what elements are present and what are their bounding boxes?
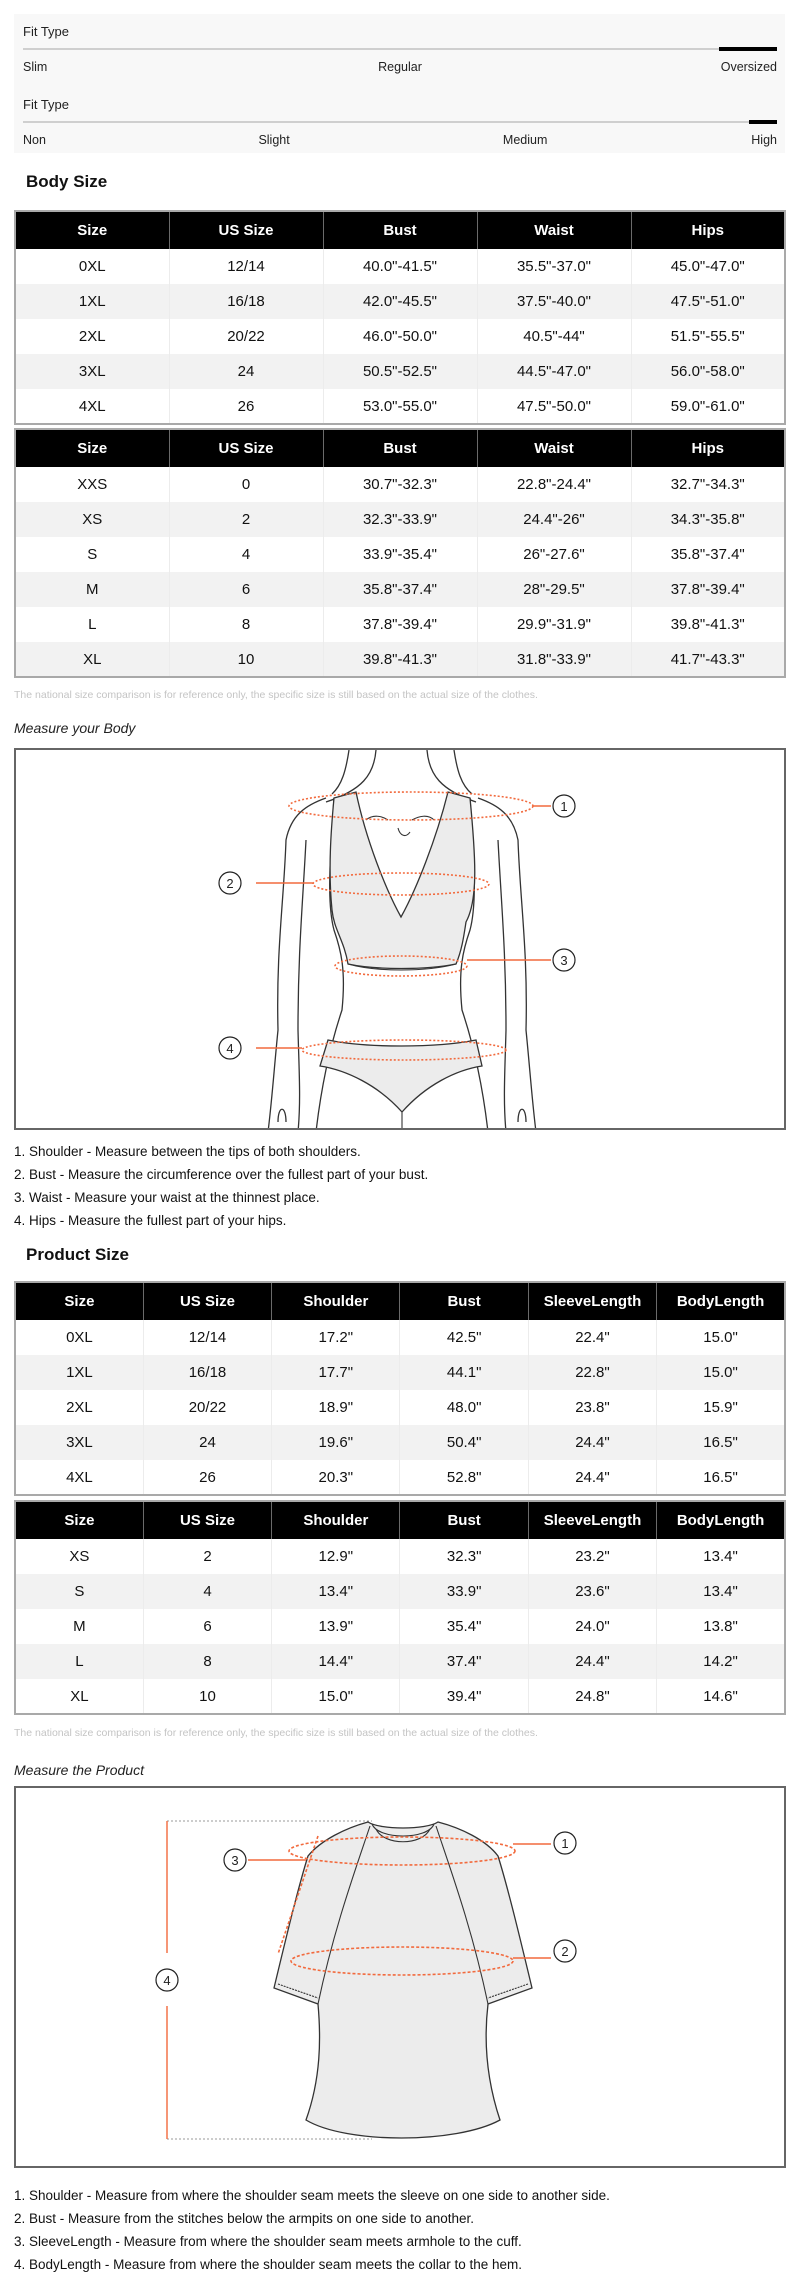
column-header: Size — [15, 1501, 143, 1539]
table-cell: 26 — [143, 1460, 271, 1495]
product-instruction-bust: 2. Bust - Measure from the stitches below the armpits on one side to another. — [14, 2211, 474, 2226]
body-instruction-waist: 3. Waist - Measure your waist at the thinnest place. — [14, 1190, 320, 1205]
table-cell: 32.3"-33.9" — [323, 502, 477, 537]
marker-2-label: 2 — [561, 1944, 569, 1959]
table-cell: 42.0"-45.5" — [323, 284, 477, 319]
table-row — [15, 537, 785, 572]
fit-option-regular: Regular — [378, 60, 422, 74]
product-size-table-plus — [14, 1281, 786, 1496]
table-cell: 35.8"-37.4" — [670, 546, 745, 563]
table-cell: 47.5"-50.0" — [477, 389, 631, 424]
table-cell: 22.8" — [528, 1355, 656, 1390]
table-cell: 16.5" — [703, 1468, 738, 1486]
table-row — [15, 572, 785, 607]
body-size-title: Body Size — [26, 172, 108, 191]
body-size-table-regular — [14, 428, 786, 678]
table-cell: 6 — [143, 1609, 271, 1644]
body-instruction-bust: 2. Bust - Measure the circumference over the fullest part of your bust. — [14, 1167, 429, 1182]
table-cell: 56.0"-58.0" — [631, 354, 785, 389]
table-cell: 3XL — [15, 1425, 143, 1460]
column-header: US Size — [169, 429, 323, 467]
table-row — [15, 1390, 785, 1425]
table-cell: XXS — [15, 467, 169, 502]
marker-1-label: 1 — [560, 799, 568, 814]
table-cell: 48.0" — [400, 1390, 528, 1425]
table-cell: 14.6" — [703, 1687, 738, 1705]
table-row — [15, 607, 785, 642]
table-cell: 24.4" — [528, 1644, 656, 1679]
table-cell: 17.7" — [272, 1355, 400, 1390]
table-cell: 20/22 — [169, 319, 323, 354]
table-cell: 3XL — [15, 354, 169, 389]
table-cell: M — [15, 572, 169, 607]
product-size-title: Product Size — [26, 1245, 129, 1264]
table-cell: 22.4" — [528, 1320, 656, 1355]
table-row — [15, 1539, 785, 1574]
table-row — [15, 1460, 785, 1495]
column-header: Size — [15, 429, 169, 467]
table-row — [15, 354, 785, 389]
table-cell: 42.5" — [400, 1320, 528, 1355]
column-header: Waist — [477, 211, 631, 249]
table-cell: L — [15, 607, 169, 642]
table-cell: 10 — [143, 1679, 271, 1714]
fit-type-scale-1 — [23, 18, 777, 88]
table-cell: 33.9"-35.4" — [323, 537, 477, 572]
table-header-row — [15, 1282, 785, 1320]
size-reference-note: The national size comparison is for reference only, the specific size is still based on the actual size of the clothes. — [14, 689, 538, 701]
table-cell: 24.8" — [528, 1679, 656, 1714]
table-cell: 2 — [143, 1539, 271, 1574]
body-measurement-diagram — [14, 748, 786, 1130]
table-row — [15, 1355, 785, 1390]
column-header: Shoulder — [272, 1282, 400, 1320]
table-cell: 4 — [143, 1574, 271, 1609]
table-cell: 24.4"-26" — [477, 502, 631, 537]
table-cell: 4 — [169, 537, 323, 572]
fit-option-high: High — [751, 133, 777, 147]
fit-option-slim: Slim — [23, 60, 48, 74]
table-cell: 28"-29.5" — [477, 572, 631, 607]
column-header: Bust — [400, 1501, 528, 1539]
product-instruction-body-length: 4. BodyLength - Measure from where the shoulder seam meets the collar to the hem. — [14, 2257, 523, 2272]
table-cell: 40.0"-41.5" — [323, 249, 477, 284]
table-cell: 12/14 — [143, 1320, 271, 1355]
table-cell: 2XL — [15, 1390, 143, 1425]
table-cell: 24 — [143, 1425, 271, 1460]
table-cell: 14.4" — [272, 1644, 400, 1679]
table-cell: 24.4" — [528, 1460, 656, 1495]
column-header: US Size — [169, 211, 323, 249]
fit-panel — [14, 14, 785, 153]
table-cell: 51.5"-55.5" — [670, 328, 745, 345]
fit-option-medium: Medium — [502, 133, 548, 147]
measure-body-heading: Measure your Body — [14, 720, 136, 736]
table-cell: 23.2" — [528, 1539, 656, 1574]
table-cell: 1XL — [15, 284, 169, 319]
table-cell: 8 — [169, 607, 323, 642]
table-cell: 34.3"-35.8" — [631, 502, 785, 537]
column-header: Hips — [631, 211, 785, 249]
fit-scale-labels — [23, 133, 777, 151]
column-header: Bust — [323, 211, 477, 249]
table-cell: 39.8"-41.3" — [323, 642, 477, 677]
table-cell: XL — [15, 1679, 143, 1714]
product-instruction-sleeve-length: 3. SleeveLength - Measure from where the shoulder seam meets armhole to the cuff. — [14, 2234, 522, 2249]
fit-type-label: Fit Type — [23, 97, 70, 112]
table-cell: 23.8" — [528, 1390, 656, 1425]
table-cell: 37.8"-39.4" — [323, 607, 477, 642]
table-cell: XS — [15, 502, 169, 537]
table-row — [15, 284, 785, 319]
table-cell: 32.7"-34.3" — [670, 476, 745, 493]
column-header: Hips — [631, 429, 785, 467]
table-cell: 4XL — [15, 389, 169, 424]
table-cell: 45.0"-47.0" — [670, 258, 745, 275]
table-cell: 26"-27.6" — [477, 537, 631, 572]
table-cell: 14.2" — [657, 1644, 785, 1679]
table-cell: 31.8"-33.9" — [477, 642, 631, 677]
table-cell: 0 — [169, 467, 323, 502]
table-cell: 12/14 — [169, 249, 323, 284]
table-row — [15, 502, 785, 537]
column-header: Shoulder — [272, 1501, 400, 1539]
column-header: Size — [15, 211, 169, 249]
table-cell: 12.9" — [272, 1539, 400, 1574]
table-row — [15, 1320, 785, 1355]
table-cell: 8 — [143, 1644, 271, 1679]
table-header-row — [15, 211, 785, 249]
table-cell: 44.1" — [400, 1355, 528, 1390]
table-cell: 0XL — [15, 1320, 143, 1355]
body-instruction-shoulder: 1. Shoulder - Measure between the tips of both shoulders. — [14, 1144, 361, 1159]
table-cell: 23.6" — [528, 1574, 656, 1609]
product-size-table-regular — [14, 1500, 786, 1715]
fit-type-label: Fit Type — [23, 24, 70, 39]
fit-scale-labels — [23, 60, 777, 78]
column-header: Size — [15, 1282, 143, 1320]
table-cell: 50.5"-52.5" — [323, 354, 477, 389]
table-cell: 39.8"-41.3" — [670, 616, 745, 633]
marker-4-label: 4 — [226, 1041, 234, 1056]
table-cell: 15.0" — [703, 1329, 738, 1346]
measure-product-heading: Measure the Product — [14, 1762, 144, 1778]
column-header: BodyLength — [657, 1501, 785, 1539]
table-cell: 13.9" — [272, 1609, 400, 1644]
table-cell: 39.4" — [400, 1679, 528, 1714]
table-cell: M — [15, 1609, 143, 1644]
table-cell: XL — [15, 642, 169, 677]
table-cell: XS — [15, 1539, 143, 1574]
table-cell: 41.7"-43.3" — [631, 642, 785, 677]
table-row — [15, 1679, 785, 1714]
table-cell: 13.4" — [703, 1548, 738, 1565]
table-cell: L — [15, 1644, 143, 1679]
table-row — [15, 1609, 785, 1644]
table-cell: 30.7"-32.3" — [323, 467, 477, 502]
size-reference-note: The national size comparison is for reference only, the specific size is still based on the actual size of the clothes. — [14, 1727, 538, 1739]
column-header: BodyLength — [657, 1282, 785, 1320]
table-cell: 13.4" — [657, 1574, 785, 1609]
table-row — [15, 642, 785, 677]
table-cell: 29.9"-31.9" — [477, 607, 631, 642]
marker-4-label: 4 — [163, 1973, 171, 1988]
table-header-row — [15, 1501, 785, 1539]
fit-scale-track — [23, 48, 777, 50]
table-cell: 26 — [169, 389, 323, 424]
table-cell: 24.4" — [528, 1425, 656, 1460]
table-row — [15, 467, 785, 502]
table-cell: 1XL — [15, 1355, 143, 1390]
table-cell: 13.4" — [272, 1574, 400, 1609]
table-cell: 35.8"-37.4" — [323, 572, 477, 607]
table-header-row — [15, 429, 785, 467]
table-cell: 24.0" — [528, 1609, 656, 1644]
garment-illustration — [16, 1788, 786, 2168]
table-cell: 52.8" — [400, 1460, 528, 1495]
table-cell: S — [15, 1574, 143, 1609]
column-header: Waist — [477, 429, 631, 467]
table-cell: 22.8"-24.4" — [477, 467, 631, 502]
table-cell: 16.5" — [657, 1425, 785, 1460]
table-cell: 59.0"-61.0" — [670, 397, 745, 415]
marker-2-label: 2 — [226, 876, 234, 891]
column-header: US Size — [143, 1282, 271, 1320]
table-cell: 32.3" — [400, 1539, 528, 1574]
table-cell: 33.9" — [400, 1574, 528, 1609]
fit-scale-selected-marker — [749, 120, 777, 124]
table-cell: 53.0"-55.0" — [323, 389, 477, 424]
column-header: SleeveLength — [528, 1501, 656, 1539]
table-cell: 15.0" — [272, 1679, 400, 1714]
table-row — [15, 1425, 785, 1460]
column-header: Bust — [400, 1282, 528, 1320]
table-cell: 2 — [169, 502, 323, 537]
fit-scale-selected-marker — [719, 47, 777, 51]
table-cell: 50.4" — [400, 1425, 528, 1460]
table-row — [15, 319, 785, 354]
body-instruction-hips: 4. Hips - Measure the fullest part of your hips. — [14, 1213, 287, 1228]
table-cell: 46.0"-50.0" — [323, 319, 477, 354]
table-row — [15, 1644, 785, 1679]
marker-1-label: 1 — [561, 1836, 569, 1851]
table-cell: 0XL — [15, 249, 169, 284]
table-cell: 15.9" — [703, 1399, 738, 1416]
product-measurement-diagram — [14, 1786, 786, 2168]
table-cell: 47.5"-51.0" — [631, 284, 785, 319]
table-row — [15, 249, 785, 284]
table-cell: 17.2" — [272, 1320, 400, 1355]
table-cell: 18.9" — [272, 1390, 400, 1425]
marker-3-label: 3 — [560, 953, 568, 968]
fit-scale-track — [23, 121, 777, 123]
column-header: US Size — [143, 1501, 271, 1539]
table-cell: 19.6" — [272, 1425, 400, 1460]
table-cell: 37.4" — [400, 1644, 528, 1679]
table-cell: 2XL — [15, 319, 169, 354]
table-cell: S — [15, 537, 169, 572]
table-cell: 13.8" — [703, 1618, 738, 1635]
marker-3-label: 3 — [231, 1853, 239, 1868]
table-cell: 16/18 — [169, 284, 323, 319]
fit-option-non: Non — [23, 133, 46, 147]
table-cell: 35.5"-37.0" — [477, 249, 631, 284]
table-cell: 6 — [169, 572, 323, 607]
table-cell: 24 — [169, 354, 323, 389]
column-header: Bust — [323, 429, 477, 467]
table-cell: 40.5"-44" — [477, 319, 631, 354]
table-cell: 44.5"-47.0" — [477, 354, 631, 389]
table-cell: 37.5"-40.0" — [477, 284, 631, 319]
table-cell: 20.3" — [272, 1460, 400, 1495]
column-header: SleeveLength — [528, 1282, 656, 1320]
table-cell: 35.4" — [400, 1609, 528, 1644]
table-cell: 37.8"-39.4" — [631, 572, 785, 607]
table-cell: 20/22 — [143, 1390, 271, 1425]
product-instruction-shoulder: 1. Shoulder - Measure from where the shoulder seam meets the sleeve on one side to another side. — [14, 2188, 610, 2203]
table-cell: 15.0" — [657, 1355, 785, 1390]
fit-type-scale-2 — [23, 91, 777, 161]
fit-option-slight: Slight — [258, 133, 290, 147]
table-row — [15, 389, 785, 424]
table-cell: 16/18 — [143, 1355, 271, 1390]
table-cell: 10 — [169, 642, 323, 677]
body-figure-illustration — [16, 750, 786, 1130]
body-size-table-plus — [14, 210, 786, 425]
fit-option-oversized: Oversized — [720, 60, 777, 74]
table-cell: 4XL — [15, 1460, 143, 1495]
table-row — [15, 1574, 785, 1609]
